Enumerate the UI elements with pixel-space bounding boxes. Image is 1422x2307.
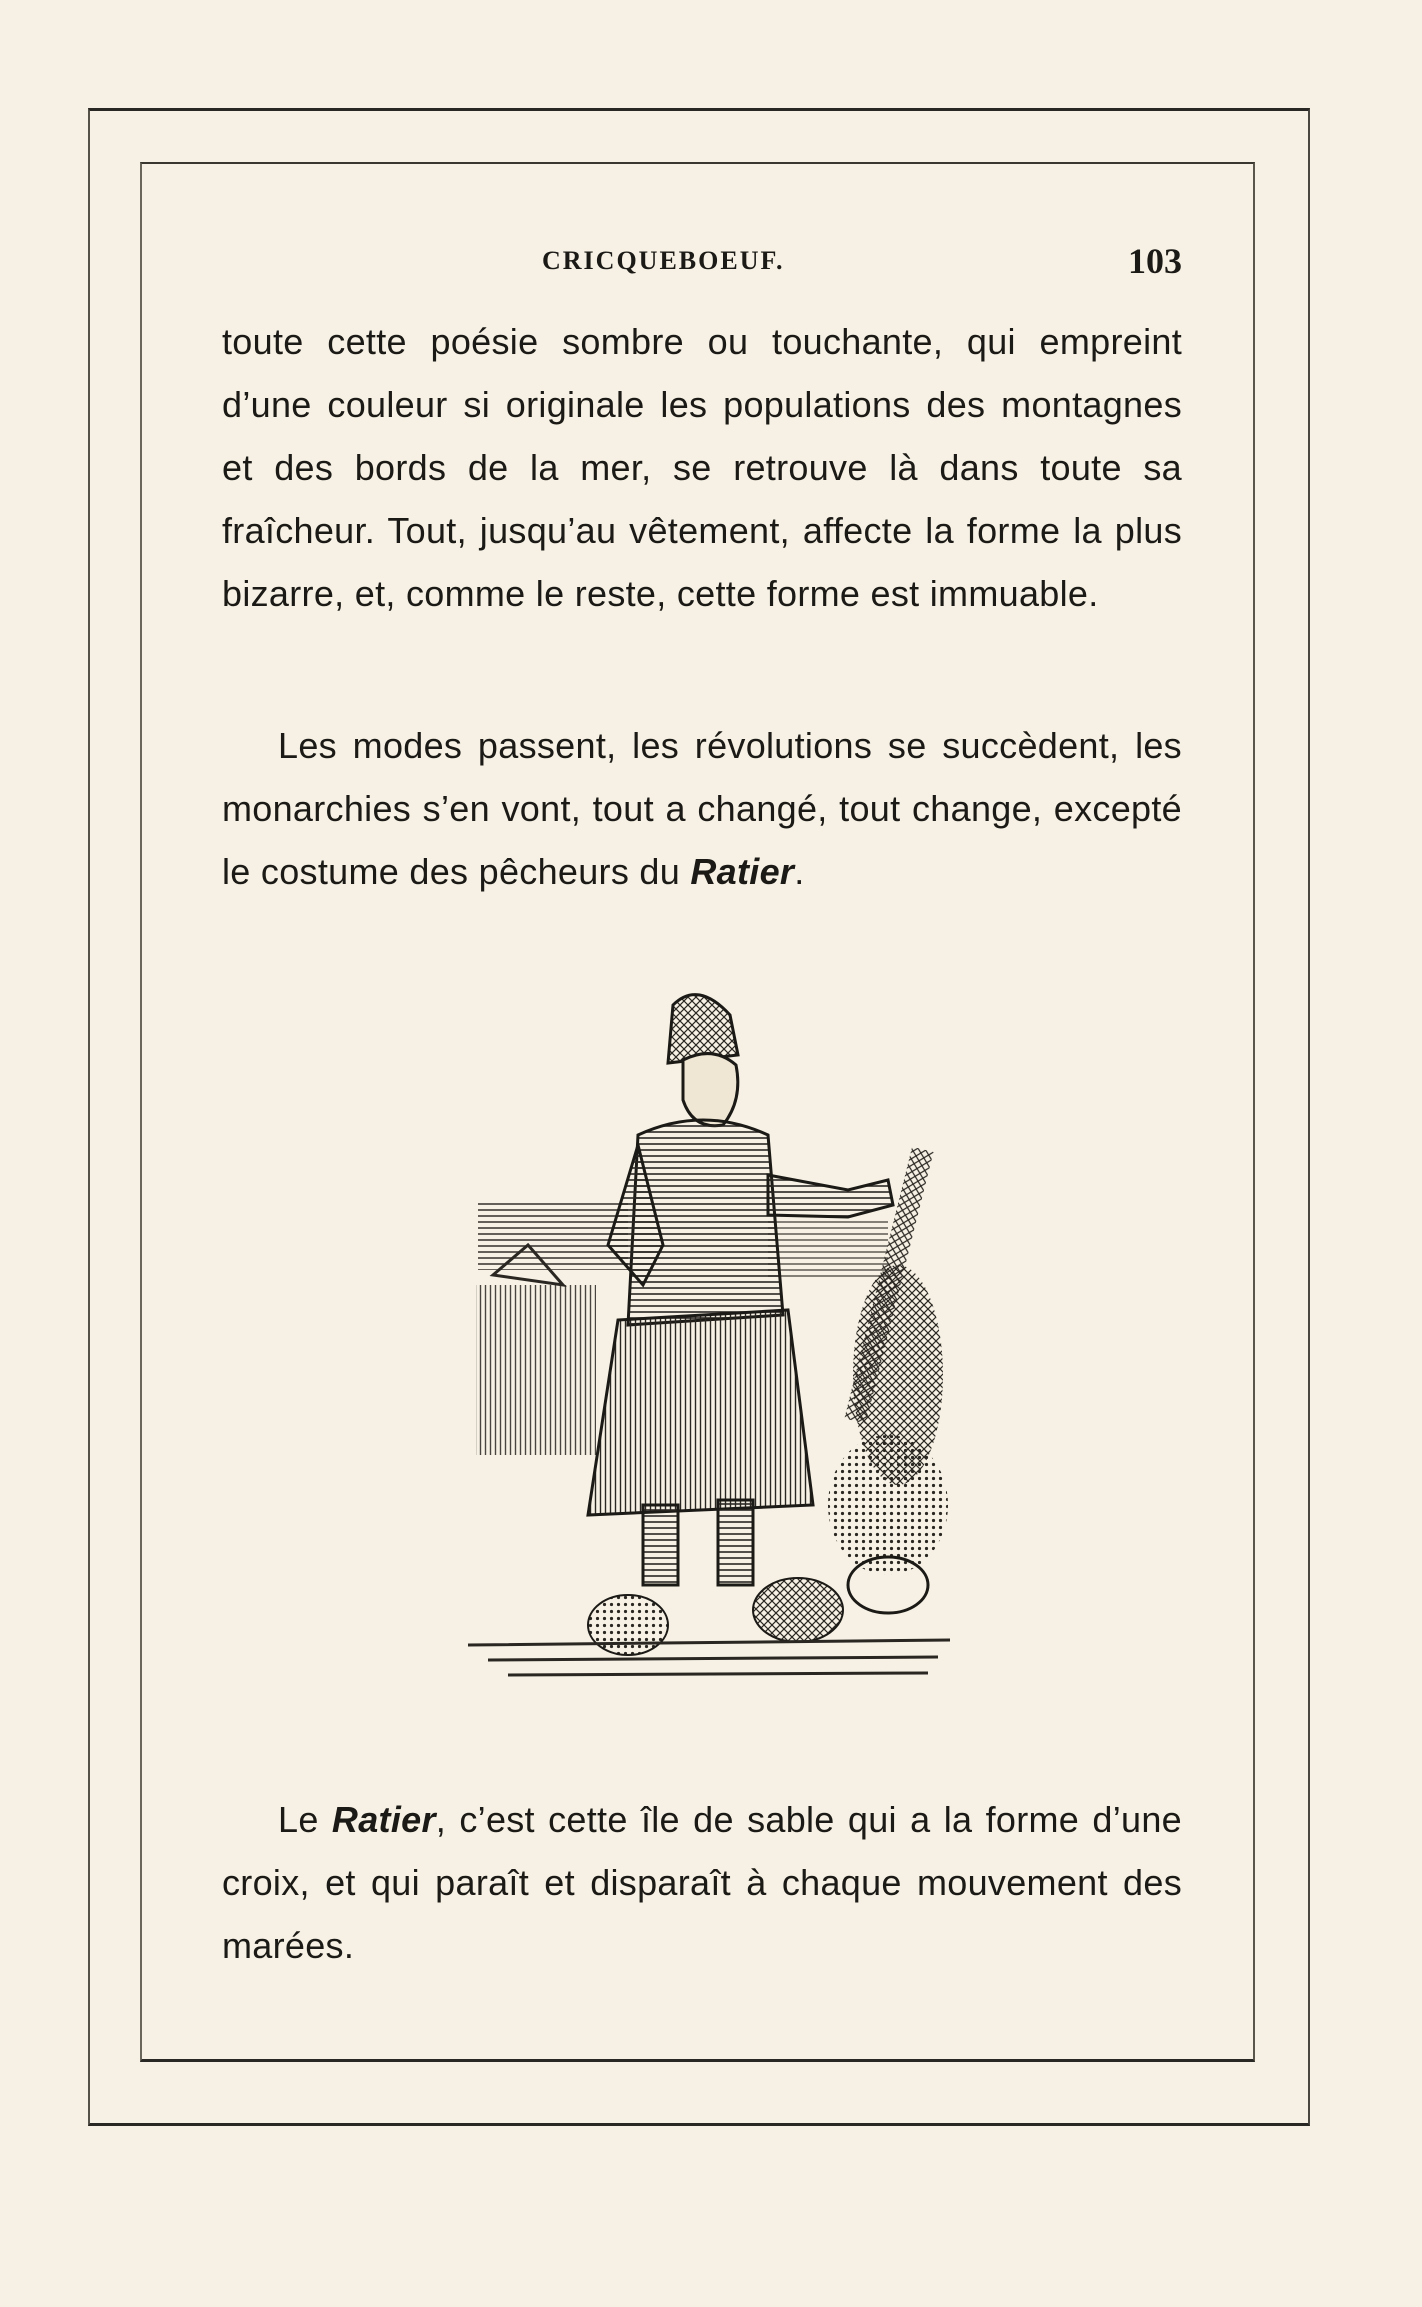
paragraph-2 xyxy=(222,714,1182,903)
page-number: 103 xyxy=(1128,241,1182,281)
page-header xyxy=(222,240,1182,280)
paragraph-3 xyxy=(222,1788,1182,1977)
paragraph-3-italic: Ratier xyxy=(331,1799,436,1840)
paragraph-2-end: . xyxy=(794,851,805,892)
running-title: CRICQUEBOEUF. xyxy=(542,246,785,275)
paragraph-3-end: , c’est cette île de sable qui a la forme d’une croix, et qui paraît et disparaît à chaque mouvement des marées. xyxy=(222,1799,1182,1966)
paragraph-3-text: Le xyxy=(278,1799,332,1840)
fisherman-illustration xyxy=(468,985,950,1683)
paragraph-1 xyxy=(222,310,1182,625)
paragraph-2-italic: Ratier xyxy=(690,851,795,892)
paragraph-2-text: Les modes passent, les révolutions se succèdent, les monarchies s’en vont, tout a changé, tout change, excepté le costume des pêcheurs du xyxy=(222,725,1182,892)
paragraph-1-text: toute cette poésie sombre ou touchante, qui empreint d’une couleur si originale les populations des montagnes et des bords de la mer, se retrouve là dans toute sa fraîcheur. Tout, jusqu’au vêtement, affecte la forme la plus bizarre, et, comme le reste, cette forme est immuable. xyxy=(222,321,1182,614)
